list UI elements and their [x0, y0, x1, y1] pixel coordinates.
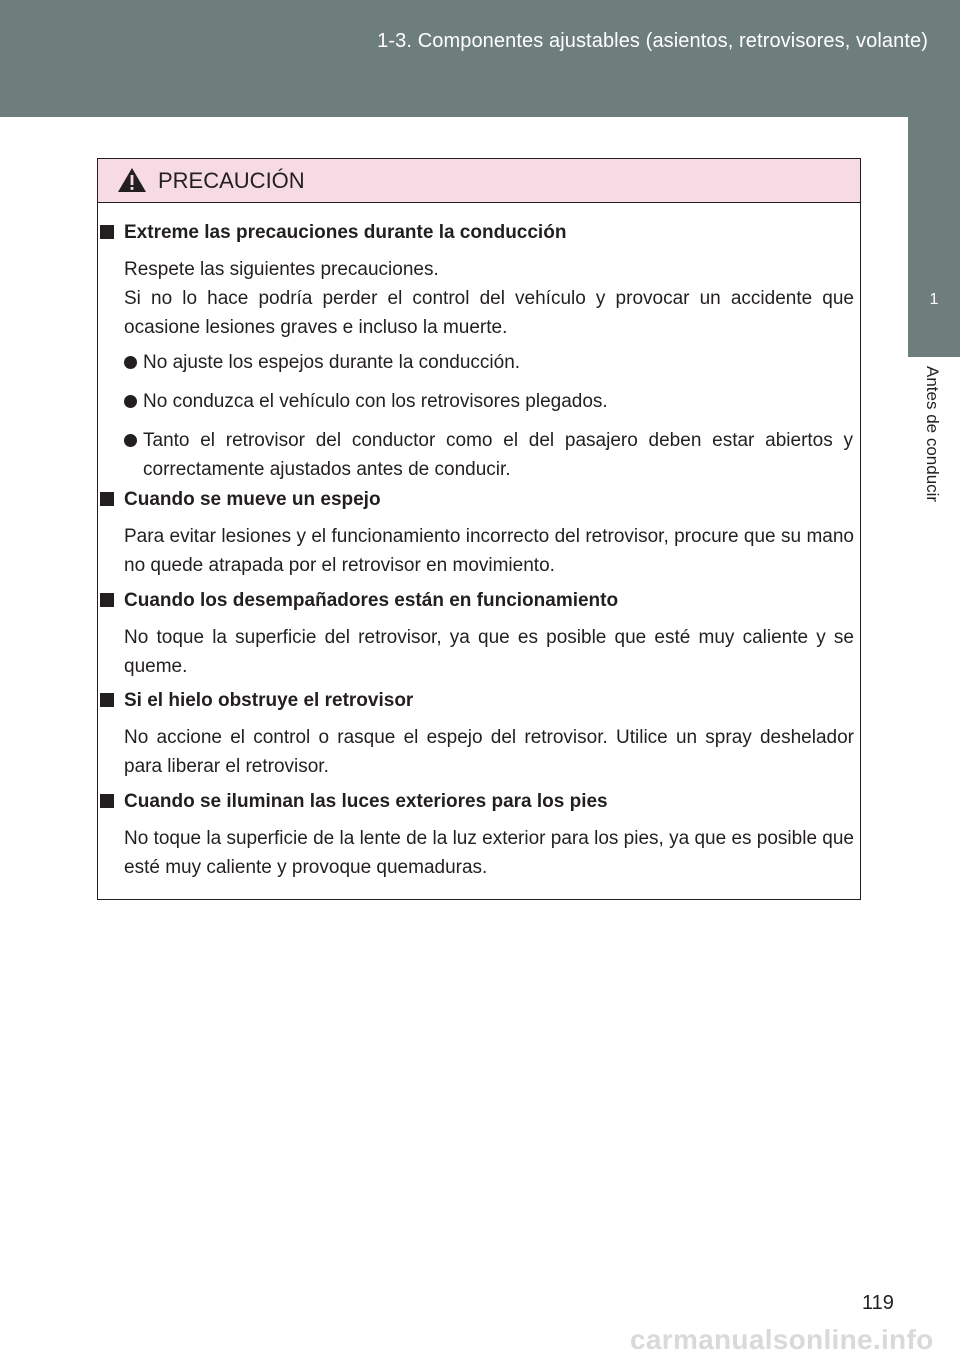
section-ice-text: No accione el control o rasque el espejo del retrovisor. Utilice un spray deshelador para liberar el retrovisor. [124, 727, 854, 777]
page-header [0, 0, 960, 117]
chapter-number: 1 [929, 291, 939, 308]
caution-box [97, 158, 861, 900]
caution-title: PRECAUCIÓN [158, 168, 305, 193]
section-footlights-text: No toque la superficie de la lente de la luz exterior para los pies, ya que es posible que esté muy caliente y provoque quemaduras. [124, 828, 854, 878]
section-driving-text: Si no lo hace podría perder el control del vehículo y provocar un accidente que ocasione lesiones graves e incluso la muerte. [124, 288, 854, 338]
watermark: carmanualsonline.info [630, 1324, 934, 1355]
bullet-item: No ajuste los espejos durante la conducción. [143, 348, 853, 377]
bullet-item: No conduzca el vehículo con los retrovisores plegados. [143, 387, 853, 416]
chapter-title: 1-3. Componentes ajustables (asientos, retrovisores, volante) [377, 30, 928, 52]
caution-header [98, 159, 860, 203]
section-title-footlights: Cuando se iluminan las luces exteriores para los pies [124, 791, 608, 812]
section-title-driving: Extreme las precauciones durante la conducción [124, 222, 567, 243]
chapter-tab [908, 117, 960, 357]
warning-triangle-icon [117, 167, 147, 193]
section-title-mirror-moving: Cuando se mueve un espejo [124, 489, 381, 510]
section-driving-intro: Respete las siguientes precauciones. [124, 259, 439, 280]
page-number: 119 [862, 1292, 894, 1314]
section-title-defoggers: Cuando los desempañadores están en funcionamiento [124, 590, 619, 611]
section-title-ice: Si el hielo obstruye el retrovisor [124, 690, 414, 711]
chapter-side-label [908, 366, 960, 566]
section-defoggers-text: No toque la superficie del retrovisor, ya que es posible que esté muy caliente y se queme. [124, 627, 854, 677]
bullet-item: Tanto el retrovisor del conductor como el del pasajero deben estar abiertos y correctamente ajustados antes de conducir. [143, 426, 853, 484]
section-mirror-moving-text: Para evitar lesiones y el funcionamiento incorrecto del retrovisor, procure que su mano no quede atrapada por el retrovisor en movimiento. [124, 526, 854, 576]
chapter-label-text: Antes de conducir [923, 366, 942, 503]
